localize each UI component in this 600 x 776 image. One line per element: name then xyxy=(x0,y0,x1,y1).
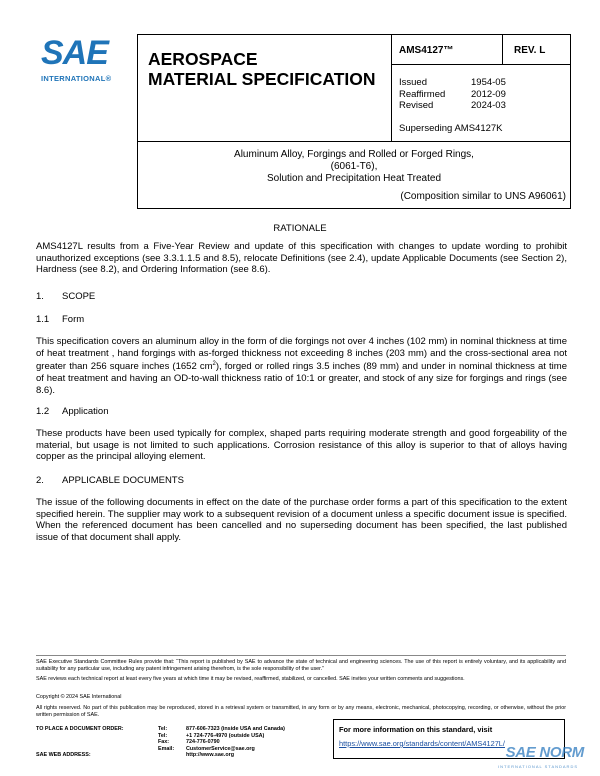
section-title: Form xyxy=(62,314,85,325)
rights-note: All rights reserved. No part of this publication may be reproduced, stored in a retrieval system or transmitted, in any form or by any means, electronic, mechanical, photocopying, recording, or otherwise, without the prior written permission of SAE. xyxy=(36,705,566,718)
date-value: 2024-03 xyxy=(471,100,506,111)
form-paragraph xyxy=(36,336,567,396)
fax-label: Fax: xyxy=(158,739,170,746)
composition-note: (Composition similar to UNS A96061) xyxy=(400,191,566,202)
footer-review-note: SAE reviews each technical report at least every five years at which time it may be revised, reaffirmed, stabilized, or cancelled. SAE invites your written comments and suggestions. xyxy=(36,676,465,682)
date-label: Revised xyxy=(399,100,434,111)
section-number: 2. xyxy=(36,475,44,486)
section-heading-applicable-documents xyxy=(36,475,184,486)
contact-row xyxy=(36,746,285,753)
rationale-text: AMS4127L results from a Five-Year Review and update of this specification with changes to update wording to prohibit unauthorized exceptions (see 3.3.1.1.5 and 8.5), relocate Definitions (see 2.4), update Applicable Documents (see Section 2), Hardness (see 8.2), and Ordering Information (see 8.6). xyxy=(36,241,567,276)
tel-value: 877-606-7323 (inside USA and Canada) xyxy=(186,726,285,732)
tel-label: Tel: xyxy=(158,726,168,732)
section-heading-form xyxy=(36,314,84,325)
section-title: Application xyxy=(62,406,109,417)
application-paragraph: These products have been used typically for complex, shaped parts requiring moderate strength and good forgeability of the material, but usage is not limited to such applications. Corrosion resistance of this alloy is superior to that of alloys having copper as the principal alloying element. xyxy=(36,428,567,463)
contact-row xyxy=(36,739,285,746)
form-text-a: This specification covers an aluminum alloy in the form of die forgings not over 4 inches (102 mm) in nominal thickness at time of heat treatment , hand forgings with as-forged thickness not exceeding 8 inches (203 mm) and the cross-sectional area not greater than 256 square inches (1652 cm xyxy=(36,336,567,373)
standard-link[interactable]: https://www.sae.org/standards/content/AMS4127L/ xyxy=(339,739,505,748)
date-row-issued xyxy=(399,77,506,89)
web-value[interactable]: http://www.sae.org xyxy=(186,752,235,759)
date-value: 1954-05 xyxy=(471,77,506,88)
spec-title xyxy=(148,49,376,89)
section-heading-scope xyxy=(36,291,95,302)
revision-label: REV. L xyxy=(514,45,546,56)
form-text-b: ), forged or rolled rings 3.5 inches (89 mm) and under in nominal thickness at time of heat treatment and having an OD-to-wall thickness ratio of 10:1 or greater, and stock of any size for forgings and rings (see 8.6). xyxy=(36,361,567,396)
date-row-reaffirmed xyxy=(399,89,506,101)
contact-row xyxy=(36,726,285,733)
superseding-note: Superseding AMS4127K xyxy=(399,123,503,134)
order-contacts xyxy=(36,726,285,759)
contact-row xyxy=(36,733,285,740)
web-label: SAE WEB ADDRESS: xyxy=(36,752,91,759)
title-line1: Aluminum Alloy, Forgings and Rolled or Forged Rings, xyxy=(234,149,474,160)
logo-text: SAE xyxy=(41,34,108,72)
footer-rules-note: SAE Executive Standards Committee Rules provide that: “This report is published by SAE to advance the state of technical and engineering sciences. The use of this report is entirely voluntary, and its applicability and suitability for any particular use, including any patent infringement arising therefrom, is the sole responsibility of the user.” xyxy=(36,659,566,672)
section-number: 1. xyxy=(36,291,44,302)
divider xyxy=(391,35,392,141)
section-number: 1.2 xyxy=(36,406,50,417)
title-block xyxy=(137,141,571,209)
copyright: Copyright © 2024 SAE International xyxy=(36,694,122,700)
email-label: Email: xyxy=(158,745,175,752)
watermark xyxy=(478,742,588,774)
date-label: Reaffirmed xyxy=(399,88,446,100)
sae-logo xyxy=(41,36,121,84)
section-number: 1.1 xyxy=(36,314,50,325)
spec-title-line1: AEROSPACE xyxy=(148,49,258,69)
watermark-sub: INTERNATIONAL xyxy=(498,764,543,769)
header-box xyxy=(137,34,571,142)
order-label: TO PLACE A DOCUMENT ORDER: xyxy=(36,726,124,732)
more-info-title: For more information on this standard, visit xyxy=(339,725,493,734)
fax-value: 724-776-0790 xyxy=(186,739,220,746)
section-title: SCOPE xyxy=(62,291,96,302)
date-value: 2012-09 xyxy=(471,88,506,100)
date-row-revised xyxy=(399,100,506,112)
superscript: 2 xyxy=(212,361,216,368)
footer-rule xyxy=(36,655,566,656)
document-number: AMS4127™ xyxy=(399,45,454,56)
watermark-text: SAE NORM xyxy=(505,744,584,761)
tel2-label: Tel: xyxy=(158,732,168,739)
divider xyxy=(502,35,503,65)
applicable-documents-paragraph: The issue of the following documents in effect on the date of the purchase order forms a part of this specification to the extent specified herein. The supplier may work to a subsequent revision of a document unless a specific document issue is specified. When the referenced document has been cancelled and no superseding document has been specified, the last published issue of that document shall apply. xyxy=(36,497,567,543)
dates-block xyxy=(399,77,506,112)
rationale-heading: RATIONALE xyxy=(273,223,327,234)
section-title: APPLICABLE DOCUMENTS xyxy=(62,475,184,486)
section-heading-application xyxy=(36,406,108,417)
contact-row xyxy=(36,752,285,759)
spec-title-line2: MATERIAL SPECIFICATION xyxy=(148,69,376,89)
title-line2: (6061-T6), xyxy=(330,161,378,172)
watermark-sub: STANDARDS xyxy=(544,764,578,769)
date-label: Issued xyxy=(399,77,427,88)
title-line3: Solution and Precipitation Heat Treated xyxy=(267,173,441,184)
logo-subtitle: INTERNATIONAL® xyxy=(41,74,112,83)
tel2-value: +1 724-776-4970 (outside USA) xyxy=(186,732,265,739)
divider xyxy=(391,64,571,65)
email-value[interactable]: CustomerService@sae.org xyxy=(186,745,255,752)
